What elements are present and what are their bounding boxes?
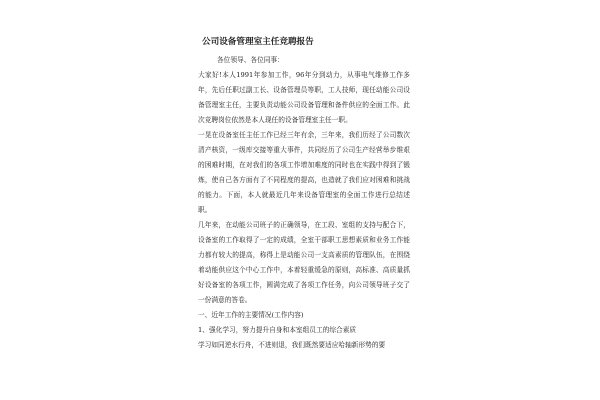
paragraph-intro: 大家好!本人1991年参加工作，96年分到动力，从事电气维修工作多年，先后任职过副工长、设备管理员等职，工人技师，现任动能公司设备管理室主任，主要负责动能公司设备管理和备件供应的全面工作。此次竞聘岗位依然是本人现任的设备管理室主任一职。 xyxy=(198,71,410,124)
paragraph-learning: 学习如同逆水行舟，不进则退，我们既然要适应哈轴新形势的要 xyxy=(198,341,386,349)
document-title: 公司设备管理室主任竞聘报告 xyxy=(202,37,314,47)
paragraph-review: 一晃在设备室任主任工作已经三年有余，三年来，我们历经了公司数次清产核资，一级库交接等重大事件，共同经历了公司生产经营举步维艰的困难时期，在对我们的各项工作增加难度的同时也在实践中得到了锻炼，使自己各方面有了不同程度的提高，也造就了我们应对困难和挑战的能力。下面，本人就最近几年来设备管理室的全面工作进行总结述职。 xyxy=(198,131,410,214)
section-heading: 一、近年工作的主要情况(工作内容) xyxy=(198,311,304,319)
salutation: 各位领导、各位同事： xyxy=(217,56,284,64)
paragraph-achievements: 几年来，在动能公司班子的正确领导，在工段、室组的支持与配合下，设备室的工作取得了一定的成绩，全室干部职工思想素质和业务工作能力都有较大的提高，称得上是动能公司一支高素质的管理队伍，在围绕着动能供应这个中心工作中，本着轻重缓急的原则，高标准、高质量抓好设备室的各项工作，圆满完成了各项工作任务，向公司领导班子交了一份满意的答卷。 xyxy=(198,221,410,304)
document-body xyxy=(198,36,410,353)
subsection-heading: 1、强化学习，努力提升自身和本室组员工的综合素质 xyxy=(198,326,357,334)
